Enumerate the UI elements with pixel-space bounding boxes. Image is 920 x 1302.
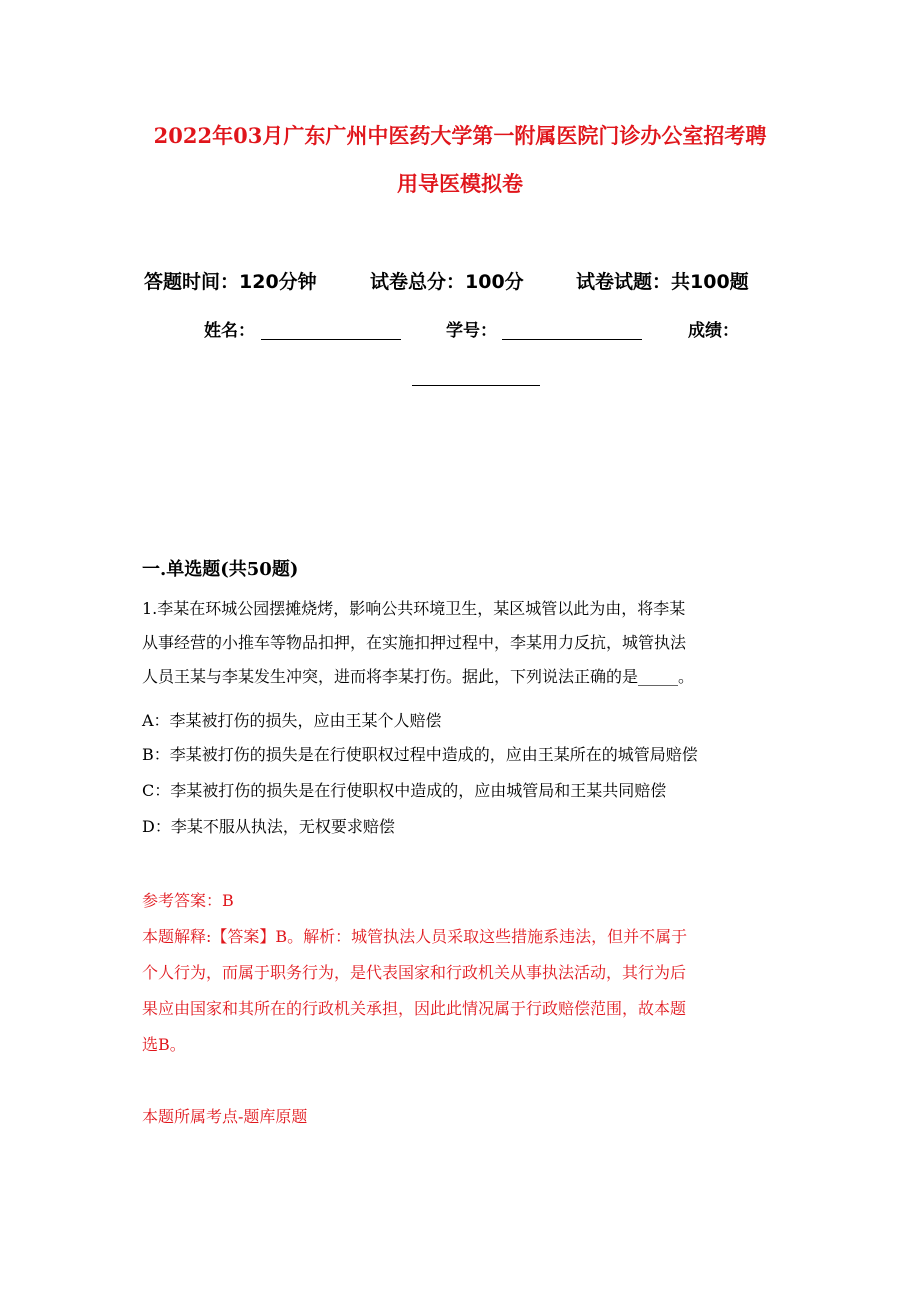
- option-c: C：李某被打伤的损失是在行使职权中造成的，应由城管局和王某共同赔偿: [142, 781, 667, 800]
- student-id-label: 学号：: [446, 321, 497, 341]
- exam-title-line-2: 用导医模拟卷: [397, 171, 523, 196]
- explanation-line: 个人行为，而属于职务行为，是代表国家和行政机关从事执法活动，其行为后: [142, 963, 687, 982]
- explanation-line: 果应由国家和其所在的行政机关承担，因此此情况属于行政赔偿范围，故本题: [142, 999, 687, 1018]
- name-blank[interactable]: [261, 339, 401, 340]
- question-stem-line: 1.李某在环城公园摆摊烧烤，影响公共环境卫生，某区城管以此为由，将李某: [142, 599, 686, 618]
- reference-answer: 参考答案：B: [142, 891, 234, 910]
- exam-question-count: 试卷试题：共100题: [576, 271, 749, 293]
- explanation-line: 选B。: [142, 1035, 186, 1054]
- option-a: A：李某被打伤的损失，应由王某个人赔偿: [142, 711, 442, 730]
- question-source: 本题所属考点-题库原题: [142, 1107, 308, 1126]
- explanation-line: 本题解释:【答案】B。解析：城管执法人员采取这些措施系违法，但并不属于: [142, 927, 688, 946]
- option-d: D：李某不服从执法，无权要求赔偿: [142, 817, 395, 836]
- student-id-blank[interactable]: [502, 339, 642, 340]
- question-stem-line: 从事经营的小推车等物品扣押，在实施扣押过程中，李某用力反抗，城管执法: [142, 633, 687, 652]
- score-label: 成绩：: [688, 321, 739, 341]
- exam-total-score: 试卷总分：100分: [370, 271, 524, 293]
- name-label: 姓名：: [204, 321, 255, 341]
- option-b: B：李某被打伤的损失是在行使职权过程中造成的，应由王某所在的城管局赔偿: [142, 745, 698, 764]
- exam-title-line-1: 2022年03月广东广州中医药大学第一附属医院门诊办公室招考聘: [153, 123, 767, 148]
- section-heading: 一.单选题(共50题): [142, 559, 299, 580]
- exam-time: 答题时间：120分钟: [144, 271, 317, 293]
- question-stem-line: 人员王某与李某发生冲突，进而将李某打伤。据此，下列说法正确的是_____。: [142, 667, 695, 686]
- score-blank[interactable]: [412, 385, 540, 386]
